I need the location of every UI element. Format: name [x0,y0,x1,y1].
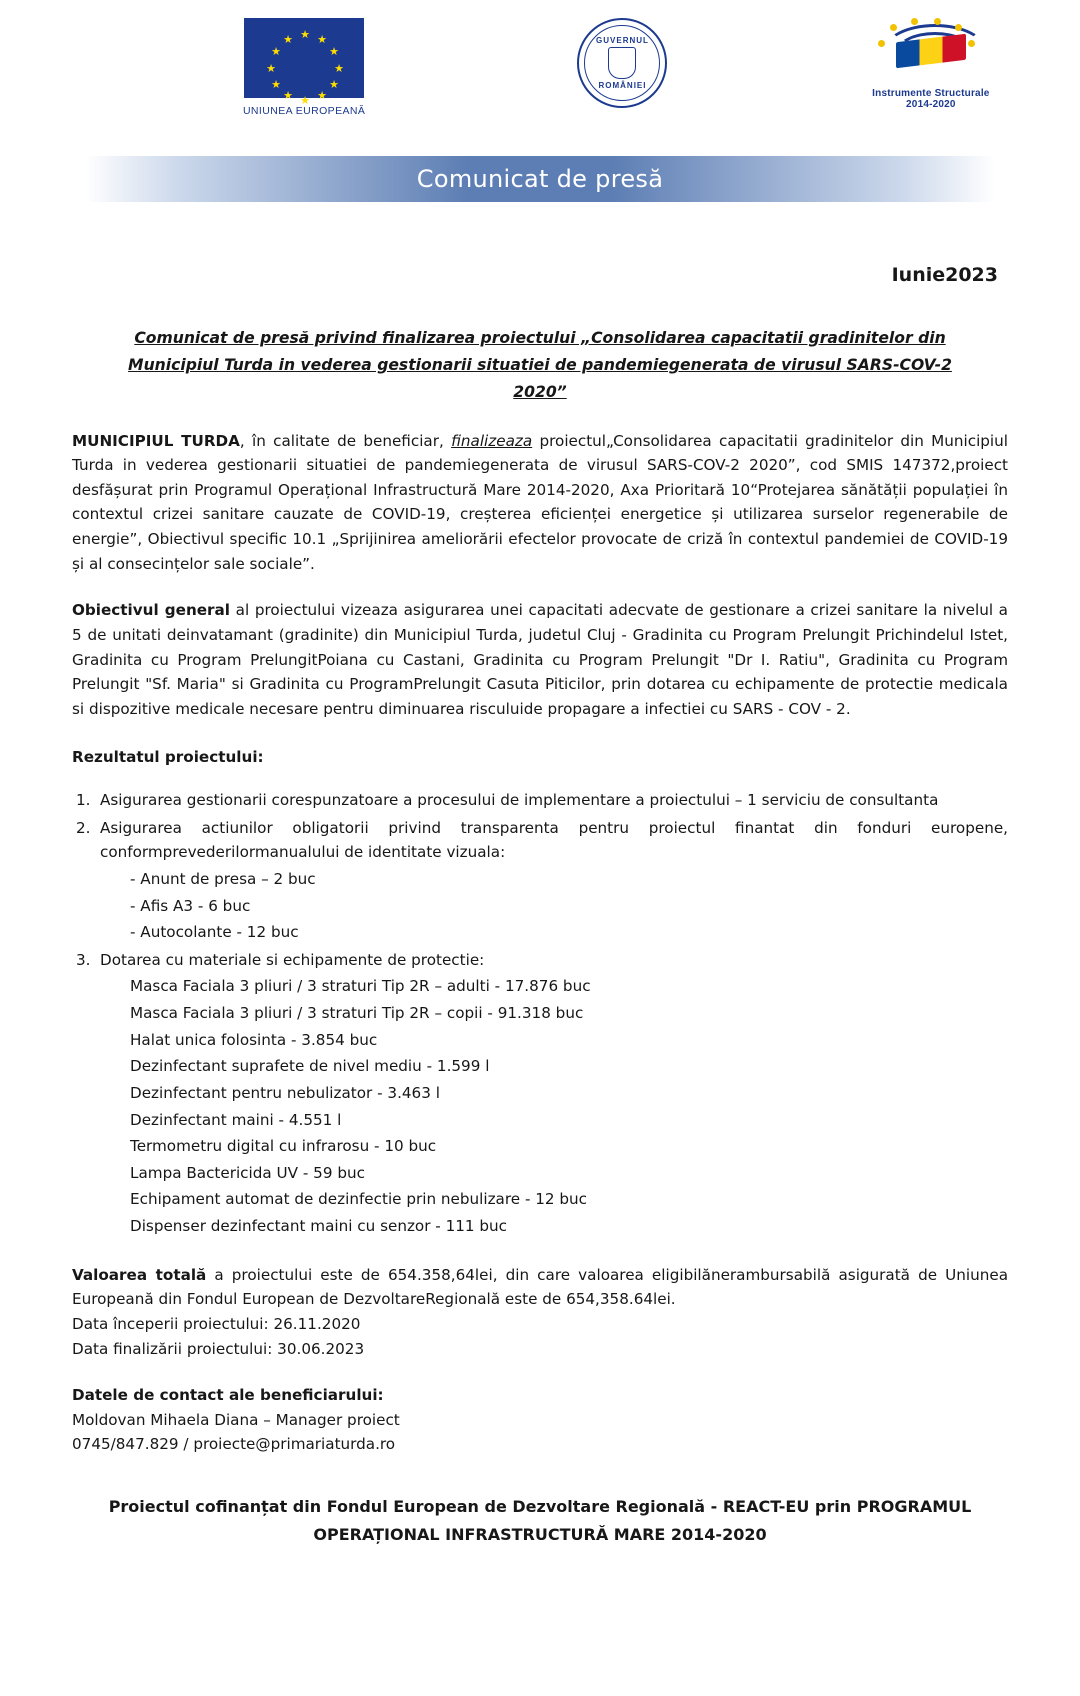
list-item [72,948,1008,1239]
objective-rest: al proiectului vizeaza asigurarea unei capacitati adecvate de gestionare a crizei sanitare la nivelul a 5 de unitati deinvatamant (gradinite) din Municipiul Turda, judetul Cluj - Gradinita cu Program Prelungit Prichindelul Istet, Gradinita cu Program PrelungitPoiana cu Castani, Gradinita cu Program Prelungit "Dr I. Ratiu", Gradinita cu Program Prelungit "Sf. Maria" si Gradinita cu ProgramPrelungit Casuta Piticilor, prin dotarea cu echipamente de protectie medicala si dispozitive medicale necesare pentru diminuarea risculuide propagare a infectiei cu SARS - COV - 2. [72,601,1008,718]
document-date: Iunie2023 [891,264,998,286]
value-lead: Valoarea totală [72,1265,207,1284]
gov-seal-top-text: GUVERNUL [596,36,649,45]
title-banner [85,156,995,202]
equipment-list [100,974,1008,1238]
eu-logo-caption: UNIUNEA EUROPEANĂ [242,105,366,117]
structural-instruments-icon [856,18,1006,84]
gov-seal-bottom-text: ROMÂNIEI [598,81,647,90]
result-number: 3. [76,950,91,969]
government-seal-icon [577,18,667,108]
page-title-line1: Comunicat de presă privind finalizarea proiectului „Consolidarea capacitatii gradinitelor din [134,328,946,347]
intro-paragraph [72,429,1008,577]
result-number: 2. [76,818,91,837]
end-date: Data finalizării proiectului: 30.06.2023 [72,1339,365,1358]
result-text: Dotarea cu materiale si echipamente de protectie: [100,950,485,969]
contact-block [72,1383,1008,1457]
intro-emphasis: finalizeaza [451,431,533,450]
footer-line2: OPERAȚIONAL INFRASTRUCTURĂ MARE 2014-2020 [313,1525,767,1545]
document-footer [72,1493,1008,1589]
government-logo [493,18,751,108]
list-item: Dezinfectant suprafete de nivel mediu - 1.599 l [130,1057,490,1076]
page-title-line2: Municipiul Turda in vederea gestionarii situatiei de pandemiegenerata de virusul SARS-COV-2 2020” [128,356,952,402]
project-value-block [72,1263,1008,1362]
list-item: Lampa Bactericida UV - 59 buc [130,1163,365,1182]
contact-details: 0745/847.829 / proiecte@primariaturda.ro [72,1435,396,1454]
result-text: Asigurarea actiunilor obligatorii privind transparenta pentru proiectul finantat din fonduri europene, conformprevederilormanualului de identitate vizuala: [100,818,1008,862]
structural-instruments-caption [872,88,989,110]
structural-instruments-caption-line2: 2014-2020 [906,99,956,110]
list-item [72,788,1008,813]
list-item: - Autocolante - 12 buc [130,923,299,942]
document-body [0,260,1080,1589]
list-item: - Afis A3 - 6 buc [130,896,251,915]
footer-line1: Proiectul cofinanțat din Fondul European de Dezvoltare Regională - REACT-EU prin PROGRAMUL [108,1497,972,1517]
list-item [72,816,1008,945]
list-item: Dezinfectant pentru nebulizator - 3.463 l [130,1083,440,1102]
list-item: Termometru digital cu infrarosu - 10 buc [130,1137,437,1156]
page-title [72,325,1008,407]
value-rest: a proiectului este de 654.358,64lei, din care valoarea eligibilănerambursabilă asigurată de Uniunea Europeană din Fondul European de DezvoltareRegională este de 654,358.64lei. [72,1265,1009,1309]
result-text: Asigurarea gestionarii corespunzatoare a procesului de implementare a proiectului – 1 serviciu de consultanta [100,791,939,810]
results-label: Rezultatul proiectului: [72,748,264,767]
eu-logo [155,18,453,117]
intro-mid: , în calitate de beneficiar, [239,431,452,450]
list-item: - Anunt de presa – 2 buc [130,869,316,888]
result-sub-list [100,867,1008,945]
results-list [72,788,1008,1239]
banner-title: Comunicat de presă [416,165,664,193]
list-item: Dezinfectant maini - 4.551 l [130,1110,342,1129]
list-item: Masca Faciala 3 pliuri / 3 straturi Tip 2R – copii - 91.318 buc [130,1004,584,1023]
result-number: 1. [76,791,91,810]
list-item: Masca Faciala 3 pliuri / 3 straturi Tip 2R – adulti - 17.876 buc [130,977,591,996]
eu-flag-icon: ★ ★ ★ ★ ★ ★ ★ ★ ★ ★ ★ ★ [244,18,364,98]
contact-label: Datele de contact ale beneficiarului: [72,1386,384,1405]
intro-rest: proiectul„Consolidarea capacitatii gradinitelor din Municipiul Turda in vederea gestionarii situatiei de pandemiegenerata de virusul SARS-COV-2 2020”, cod SMIS 147372,proiect desfășurat prin Programul Operațional Infrastructură Mare 2014-2020, Axa Prioritară 10“Protejarea sănătății populației în contextul crizei sanitare cauzate de COVID-19, creșterea eficienței energetice și utilizarea surselor regenerabile de energie”, Obiectivul specific 10.1 „Sprijinirea ameliorării efectelor provocate de criză în contextul pandemiei de COVID-19 și al consecințelor sale sociale”. [72,431,1008,573]
list-item: Dispenser dezinfectant maini cu senzor - 111 buc [130,1217,508,1236]
list-item: Echipament automat de dezinfectie prin nebulizare - 12 buc [130,1190,588,1209]
list-item: Halat unica folosinta - 3.854 buc [130,1030,378,1049]
structural-instruments-caption-line1: Instrumente Structurale [872,88,990,99]
intro-lead: MUNICIPIUL TURDA [72,431,240,450]
structural-instruments-logo [782,18,1080,110]
gov-emblem-icon [608,47,636,79]
contact-name: Moldovan Mihaela Diana – Manager proiect [72,1410,400,1429]
objective-paragraph [72,598,1008,721]
logo-header [0,0,1080,138]
objective-lead: Obiectivul general [72,601,231,620]
start-date: Data începerii proiectului: 26.11.2020 [72,1314,361,1333]
